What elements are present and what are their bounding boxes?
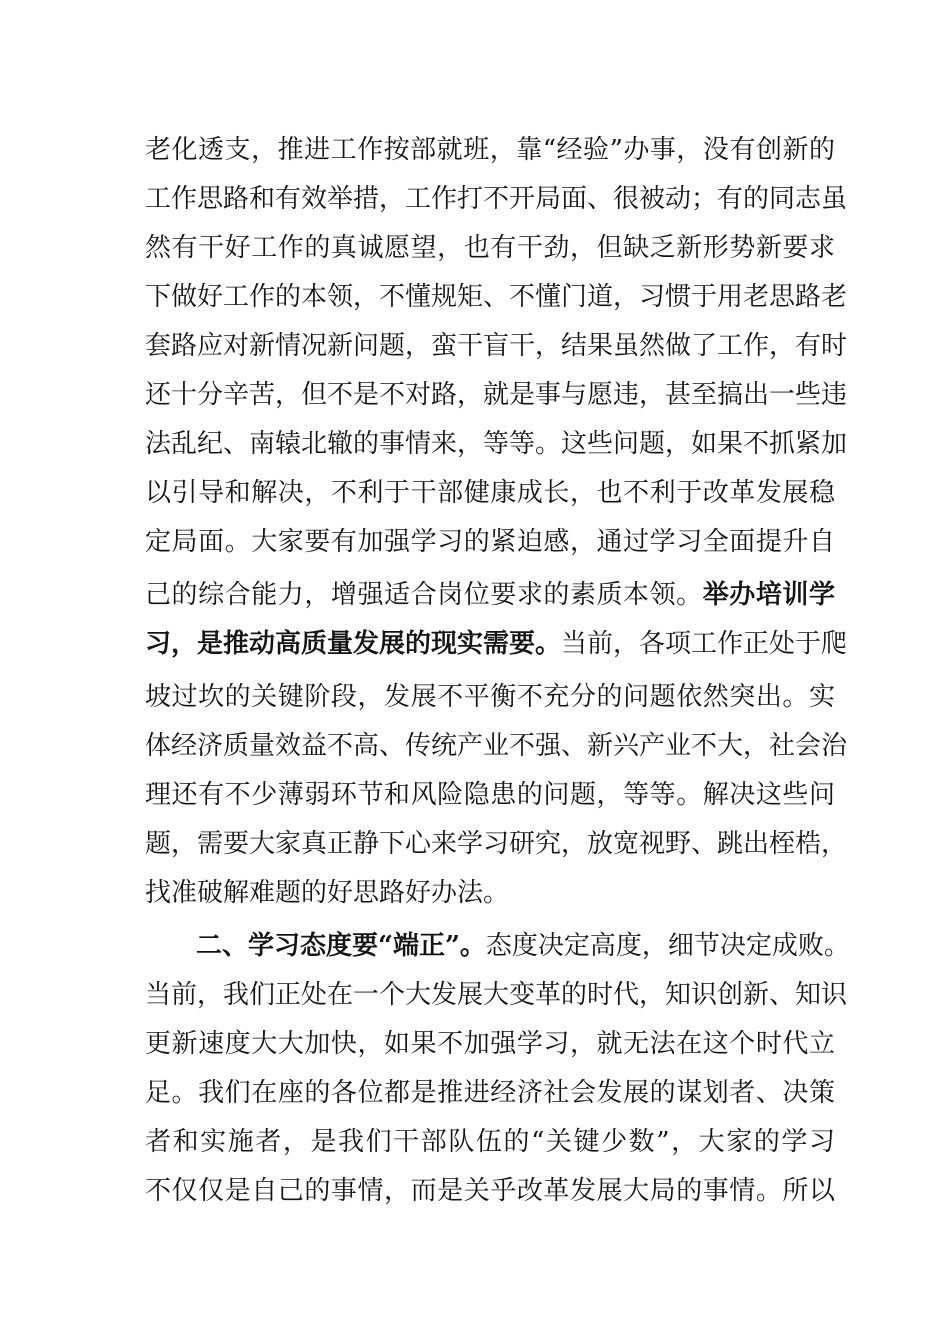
body-text-line: 题，需要大家真正静下心来学习研究，放宽视野、跳出桎梏， [145,829,848,859]
body-text-line: 法乱纪、南辕北辙的事情来，等等。这些问题，如果不抓紧加 [145,429,848,459]
body-text-line [145,624,848,664]
body-text-line: 套路应对新情况新问题，蛮干盲干，结果虽然做了工作，有时 [145,331,848,361]
body-text-segment: 己的综合能力，增强适合岗位要求的素质本领。 [145,580,703,610]
body-text-line: 然有干好工作的真诚愿望，也有干劲，但缺乏新形势新要求 [145,233,835,263]
body-text-line: 工作思路和有效举措，工作打不开局面、很被动；有的同志虽 [145,184,848,214]
body-text-line: 还十分辛苦，但不是不对路，就是事与愿违，甚至搞出一些违 [145,380,848,410]
body-text-line: 以引导和解决，不利于干部健康成长，也不利于改革发展稳 [145,478,835,508]
body-text-line: 找准破解难题的好思路好办法。 [145,878,510,908]
body-text-line: 老化透支，推进工作按部就班，靠“经验”办事，没有创新的 [145,135,835,165]
bold-emphasis-text: 举办培训学 [702,580,835,610]
section-heading-line [196,926,850,966]
body-text-segment: 当前，各项工作正处于爬 [561,629,848,659]
body-text-line [145,575,835,615]
body-text-line: 定局面。大家要有加强学习的紧迫感，通过学习全面提升自 [145,527,835,557]
body-text-line: 足。我们在座的各位都是推进经济社会发展的谋划者、决策 [145,1078,835,1108]
body-text-line: 不仅仅是自己的事情，而是关乎改革发展大局的事情。所以 [145,1176,835,1206]
body-text-line: 更新速度大大加快，如果不加强学习，就无法在这个时代立 [145,1029,835,1059]
body-text-line: 体经济质量效益不高、传统产业不强、新兴产业不大，社会治 [145,731,848,761]
body-text-line: 当前，我们正处在一个大发展大变革的时代，知识创新、知识 [145,980,848,1010]
bold-emphasis-text: 习，是推动高质量发展的现实需要。 [145,629,562,659]
body-text-segment: 态度决定高度，细节决定成败。 [485,931,850,961]
body-text-line: 者和实施者，是我们干部队伍的“关键少数”，大家的学习 [145,1127,835,1157]
body-text-line: 理还有不少薄弱环节和风险隐患的问题，等等。解决这些问 [145,780,835,810]
body-text-line: 坡过坎的关键阶段，发展不平衡不充分的问题依然突出。实 [145,682,835,712]
section-heading: 二、学习态度要“端正”。 [196,931,486,961]
body-text-line: 下做好工作的本领，不懂规矩、不懂门道，习惯于用老思路老 [145,282,848,312]
